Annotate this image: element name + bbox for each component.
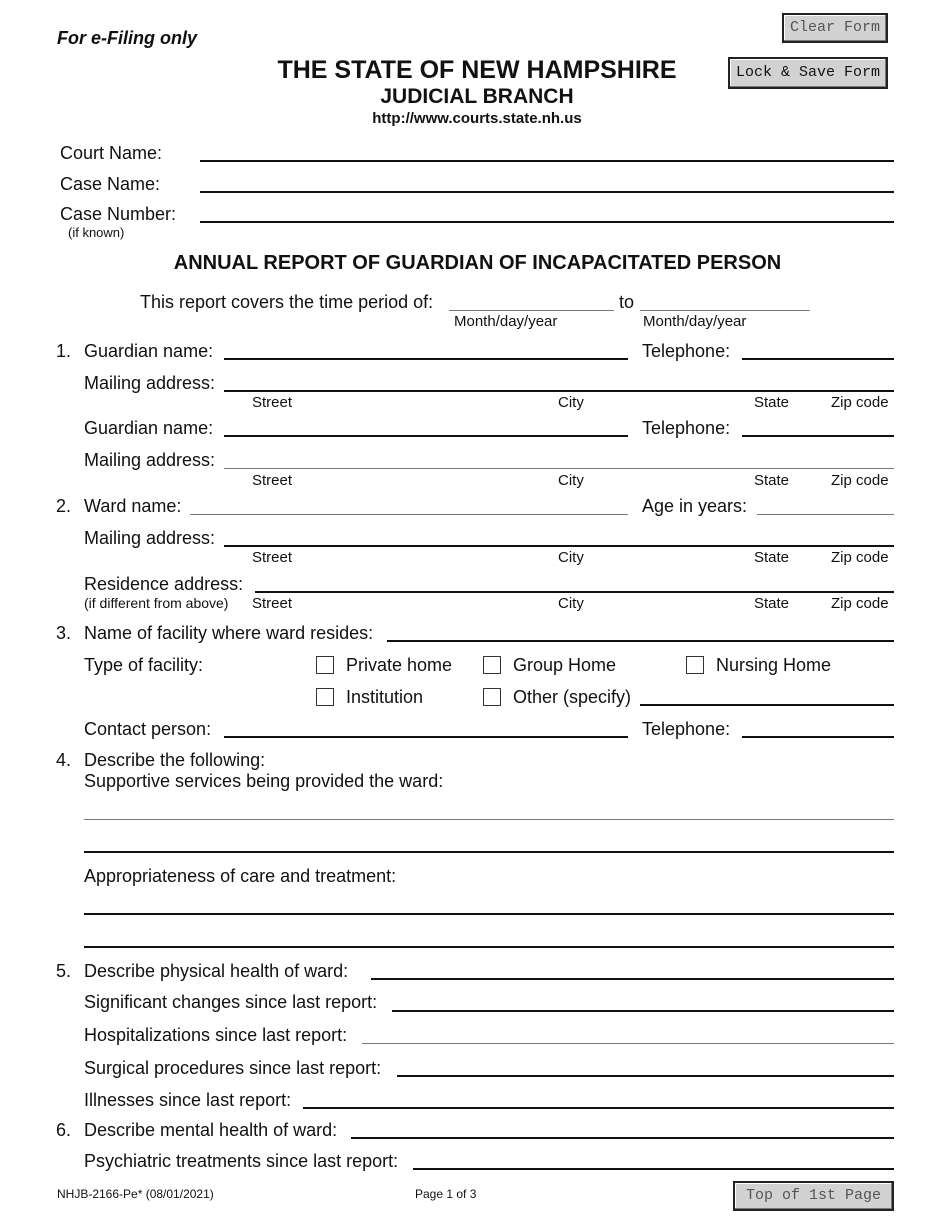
ward-name-label: Ward name: [84, 496, 182, 516]
private-home-checkbox[interactable] [316, 656, 334, 674]
significant-changes-field[interactable] [392, 1010, 894, 1012]
supportive-services-field-1[interactable] [84, 819, 894, 820]
group-home-checkbox[interactable] [483, 656, 501, 674]
guardian-telephone-label-1: Telephone: [642, 341, 731, 361]
residence-address-field[interactable] [255, 591, 894, 593]
group-home-label: Group Home [513, 655, 617, 675]
guardian-telephone-field-2[interactable] [742, 435, 894, 437]
case-name-label: Case Name: [60, 174, 161, 194]
appropriateness-label: Appropriateness of care and treatment: [84, 866, 397, 886]
period-start-field[interactable] [449, 310, 614, 311]
mental-health-label: Describe mental health of ward: [84, 1120, 338, 1140]
facility-name-label: Name of facility where ward resides: [84, 623, 374, 643]
psychiatric-treatments-field[interactable] [413, 1168, 894, 1170]
physical-health-label: Describe physical health of ward: [84, 961, 349, 981]
city-hint-3: City [558, 549, 584, 566]
state-hint-1: State [754, 394, 790, 411]
s3-number: 3. [56, 623, 72, 643]
residence-address-label: Residence address: [84, 574, 244, 594]
period-to-label: to [619, 292, 635, 312]
s5-number: 5. [56, 961, 72, 981]
state-title: THE STATE OF NEW HAMPSHIRE [277, 56, 677, 84]
if-different-note: (if different from above) [84, 595, 229, 611]
institution-label: Institution [346, 687, 424, 707]
contact-person-label: Contact person: [84, 719, 212, 739]
other-checkbox[interactable] [483, 688, 501, 706]
if-known-note: (if known) [68, 225, 125, 240]
case-number-field[interactable] [200, 221, 894, 223]
other-label: Other (specify) [513, 687, 632, 707]
guardian-name-label-1: Guardian name: [84, 341, 214, 361]
street-hint-3: Street [252, 549, 293, 566]
private-home-label: Private home [346, 655, 453, 675]
age-field[interactable] [757, 514, 894, 515]
guardian-telephone-label-2: Telephone: [642, 418, 731, 438]
city-hint-1: City [558, 394, 584, 411]
guardian-name-field-1[interactable] [224, 358, 628, 360]
physical-health-field[interactable] [371, 978, 894, 980]
efiling-label: For e-Filing only [57, 28, 197, 48]
contact-telephone-field[interactable] [742, 736, 894, 738]
zip-hint-4: Zip code [831, 595, 889, 612]
s1-number: 1. [56, 341, 72, 361]
page-number: Page 1 of 3 [415, 1187, 477, 1201]
institution-checkbox[interactable] [316, 688, 334, 706]
zip-hint-3: Zip code [831, 549, 889, 566]
period-start-hint: Month/day/year [454, 313, 558, 330]
zip-hint-1: Zip code [831, 394, 889, 411]
branch-title: JUDICIAL BRANCH [380, 85, 574, 108]
mailing-address-label-1: Mailing address: [84, 373, 216, 393]
city-hint-2: City [558, 472, 584, 489]
age-label: Age in years: [642, 496, 748, 516]
other-specify-field[interactable] [640, 704, 894, 706]
appropriateness-field-2[interactable] [84, 946, 894, 948]
case-number-label: Case Number: [60, 204, 177, 224]
form-id: NHJB-2166-Pe* (08/01/2021) [57, 1187, 214, 1201]
supportive-services-field-2[interactable] [84, 851, 894, 853]
lock-save-button[interactable]: Lock & Save Form [728, 57, 888, 89]
contact-telephone-label: Telephone: [642, 719, 731, 739]
ward-name-field[interactable] [190, 514, 628, 515]
appropriateness-field-1[interactable] [84, 913, 894, 915]
street-hint-1: Street [252, 394, 293, 411]
state-hint-3: State [754, 549, 790, 566]
nursing-home-checkbox[interactable] [686, 656, 704, 674]
facility-type-label: Type of facility: [84, 655, 204, 675]
mental-health-field[interactable] [351, 1137, 894, 1139]
court-name-field[interactable] [200, 160, 894, 162]
psychiatric-treatments-label: Psychiatric treatments since last report: [84, 1151, 399, 1171]
illnesses-label: Illnesses since last report: [84, 1090, 292, 1110]
significant-changes-label: Significant changes since last report: [84, 992, 378, 1012]
zip-hint-2: Zip code [831, 472, 889, 489]
clear-form-button[interactable]: Clear Form [782, 13, 888, 43]
city-hint-4: City [558, 595, 584, 612]
street-hint-2: Street [252, 472, 293, 489]
s4-number: 4. [56, 750, 72, 770]
street-hint-4: Street [252, 595, 293, 612]
nursing-home-label: Nursing Home [716, 655, 832, 675]
state-hint-2: State [754, 472, 790, 489]
hospitalizations-field[interactable] [362, 1043, 894, 1044]
guardian-telephone-field-1[interactable] [742, 358, 894, 360]
top-of-first-page-button[interactable]: Top of 1st Page [733, 1181, 894, 1211]
surgical-procedures-field[interactable] [397, 1075, 894, 1077]
surgical-procedures-label: Surgical procedures since last report: [84, 1058, 382, 1078]
case-name-field[interactable] [200, 191, 894, 193]
contact-person-field[interactable] [224, 736, 628, 738]
hospitalizations-label: Hospitalizations since last report: [84, 1025, 348, 1045]
supportive-services-label: Supportive services being provided the ward: [84, 771, 444, 791]
guardian-name-field-2[interactable] [224, 435, 628, 437]
period-label: This report covers the time period of: [140, 292, 434, 312]
state-hint-4: State [754, 595, 790, 612]
ward-mailing-label: Mailing address: [84, 528, 216, 548]
court-name-label: Court Name: [60, 143, 163, 163]
mailing-address-label-2: Mailing address: [84, 450, 216, 470]
describe-following-label: Describe the following: [84, 750, 266, 770]
period-end-field[interactable] [640, 310, 810, 311]
ward-mailing-field[interactable] [224, 545, 894, 547]
mailing-address-field-1[interactable] [224, 390, 894, 392]
form-title: ANNUAL REPORT OF GUARDIAN OF INCAPACITATED PERSON [173, 252, 782, 274]
period-end-hint: Month/day/year [643, 313, 747, 330]
facility-name-field[interactable] [387, 640, 894, 642]
guardian-name-label-2: Guardian name: [84, 418, 214, 438]
illnesses-field[interactable] [303, 1107, 894, 1109]
s6-number: 6. [56, 1120, 72, 1140]
mailing-address-field-2[interactable] [224, 468, 894, 469]
s2-number: 2. [56, 496, 72, 516]
court-url: http://www.courts.state.nh.us [372, 110, 582, 127]
